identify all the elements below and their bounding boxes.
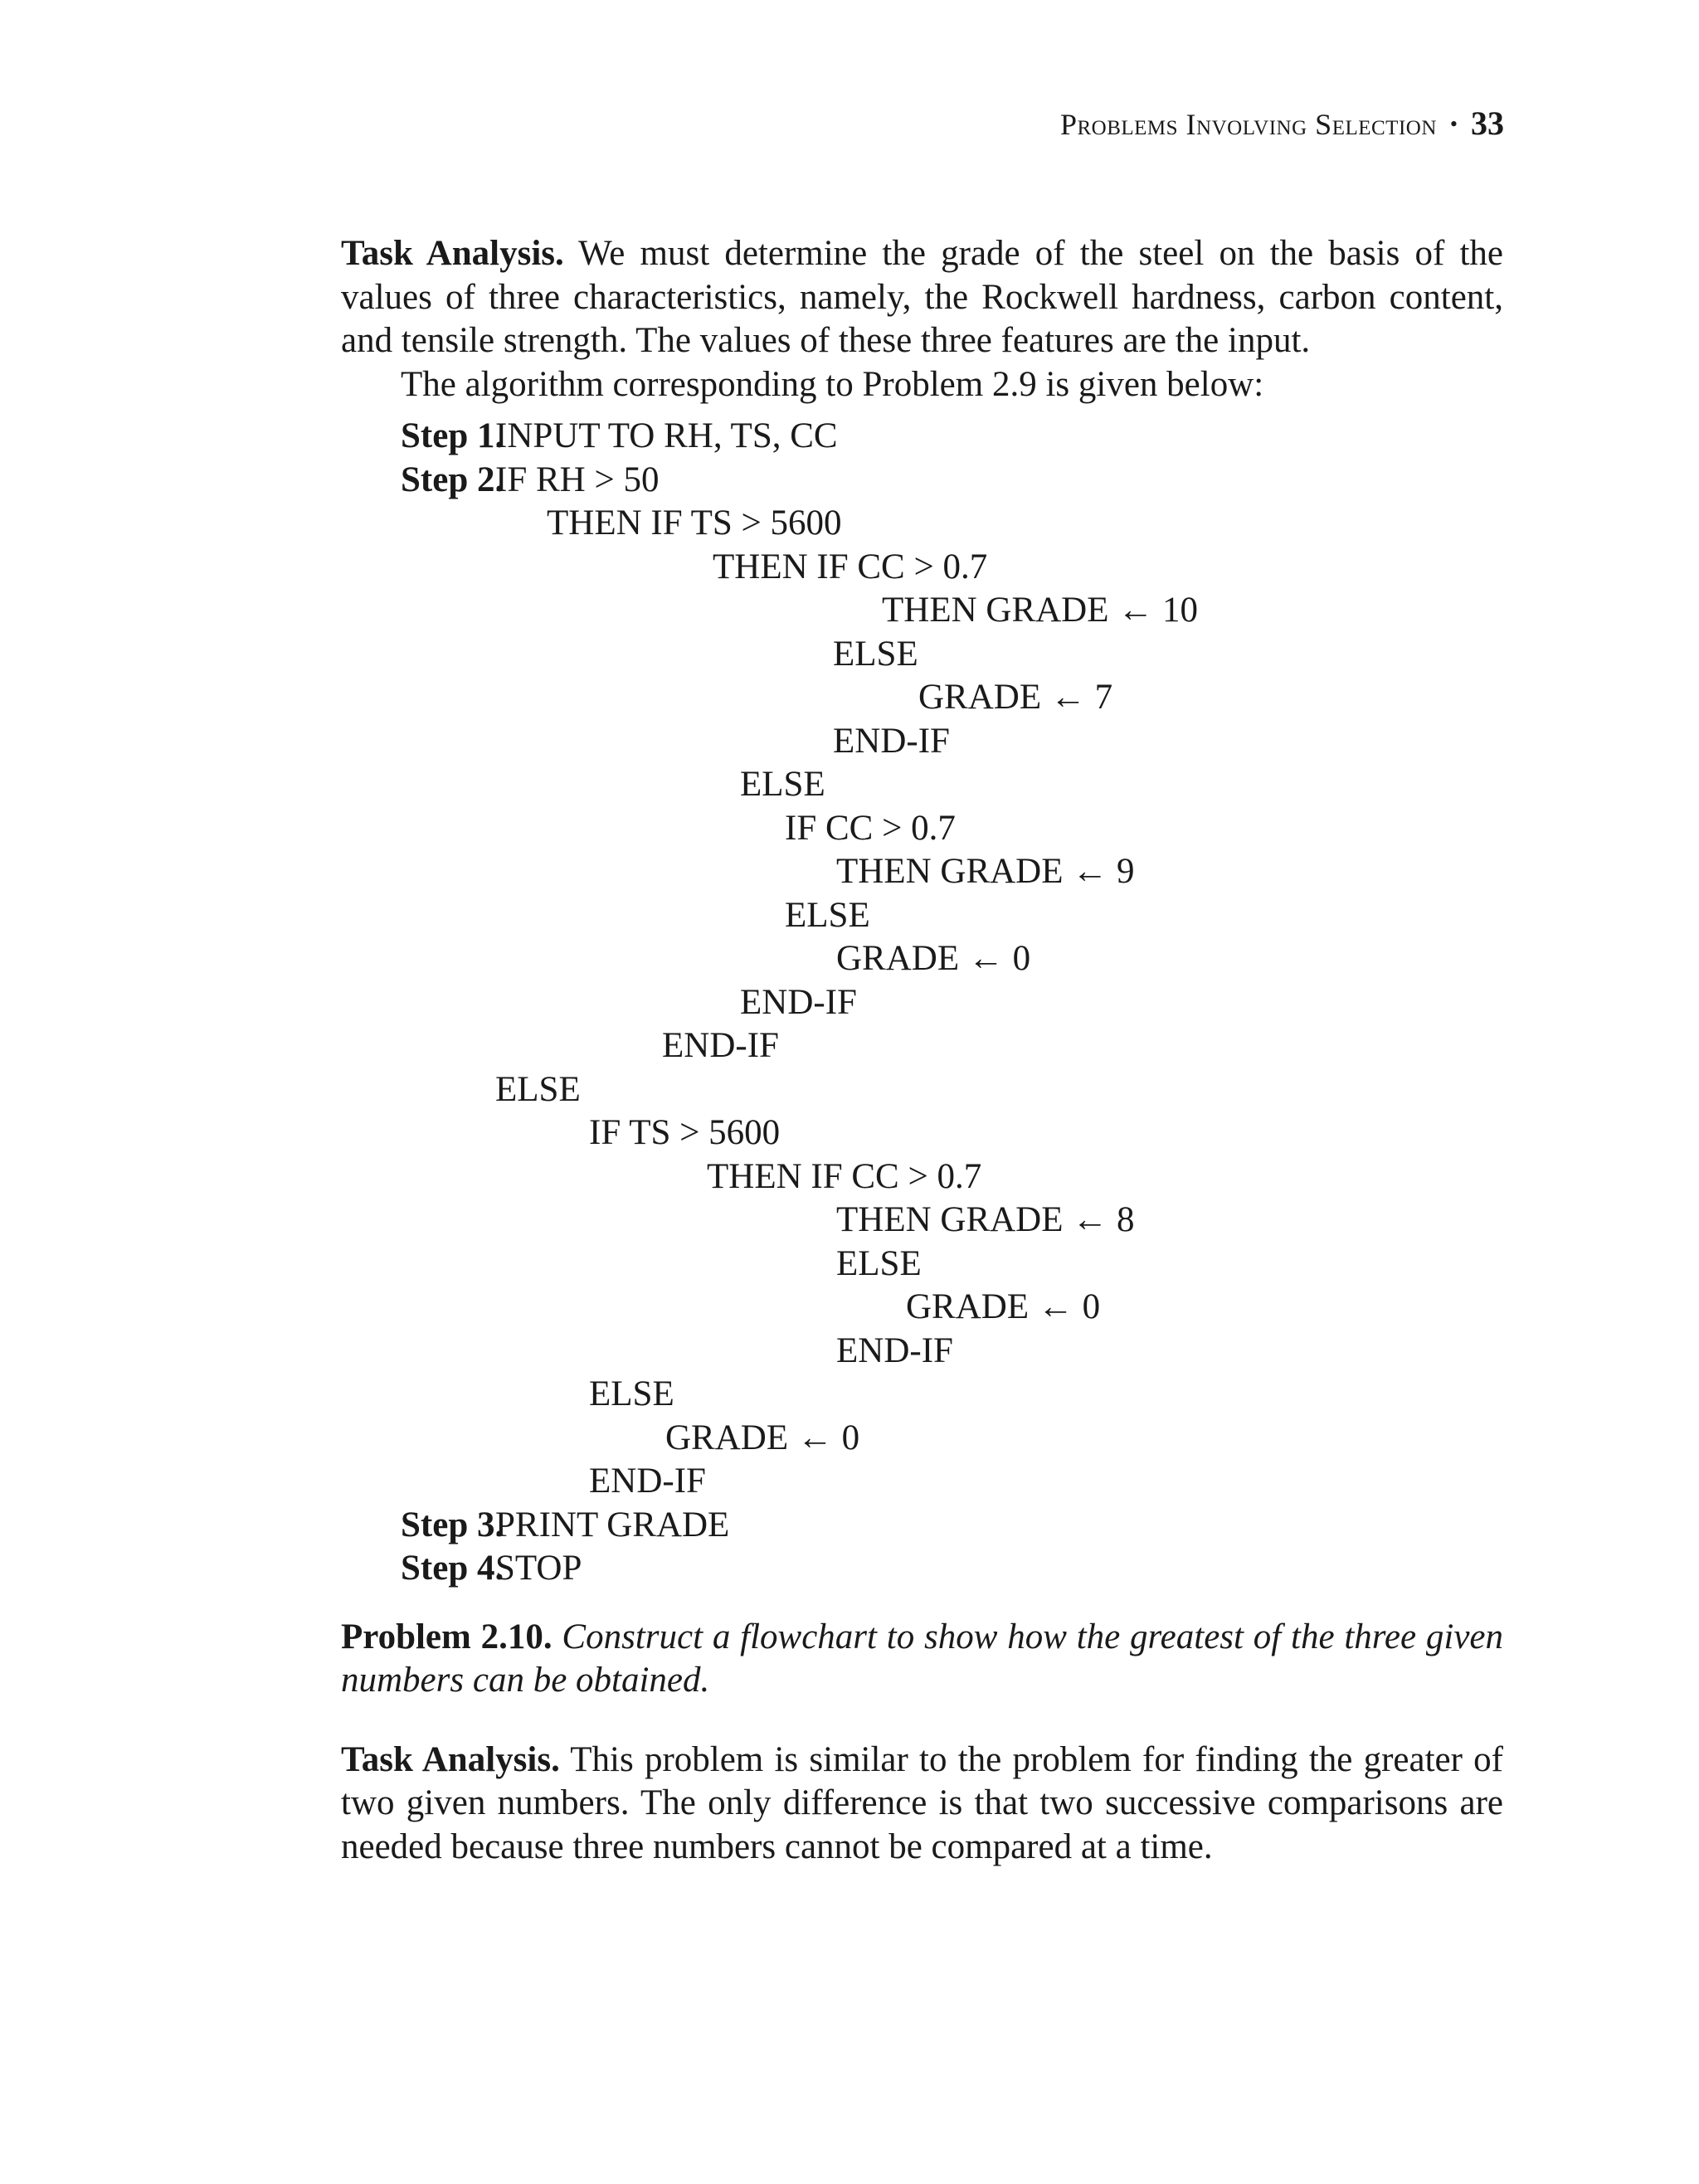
task-analysis-paragraph-2 (341, 1739, 1503, 1870)
running-title: Problems Involving Selection (1059, 108, 1437, 141)
algorithm-code: ELSE (833, 634, 918, 674)
problem-statement: Construct a flowchart to show how the greatest of the three given numbers can be obtained. (341, 1617, 1503, 1700)
problem-lead: Problem 2.10. (341, 1617, 553, 1656)
algorithm-code: IF CC > 0.7 (785, 808, 956, 848)
algorithm-line (341, 1024, 1503, 1068)
algorithm-code: END-IF (740, 982, 857, 1022)
algorithm-line (341, 807, 1503, 851)
algorithm-line (341, 502, 1503, 546)
task-analysis-lead-2: Task Analysis. (341, 1739, 560, 1779)
algorithm-listing (341, 415, 1503, 1591)
algorithm-code: INPUT TO RH, TS, CC (495, 416, 838, 455)
algorithm-code: IF RH > 50 (495, 460, 660, 499)
algorithm-code: THEN IF TS > 5600 (547, 503, 842, 542)
algorithm-code: ELSE (589, 1374, 674, 1413)
algorithm-code: ELSE (495, 1069, 581, 1109)
algorithm-code: ELSE (740, 765, 825, 804)
page-body (341, 232, 1503, 1904)
algorithm-line (341, 415, 1503, 459)
page-number: 33 (1471, 105, 1504, 142)
algorithm-code: THEN IF CC > 0.7 (713, 547, 988, 586)
task-analysis-lead: Task Analysis. (341, 234, 564, 273)
algorithm-line (341, 459, 1503, 503)
step-label: Step 1. (401, 416, 504, 455)
algorithm-line (341, 763, 1503, 807)
header-bullet: • (1449, 112, 1458, 136)
algorithm-line (341, 1199, 1503, 1243)
task-analysis-text-2: This problem is similar to the problem for finding the greater of two given numbers. The only difference is that two successive comparisons are needed because three numbers cannot be compared at a time. (341, 1739, 1503, 1866)
algorithm-line (341, 589, 1503, 633)
algorithm-code: ELSE (836, 1243, 922, 1283)
algorithm-code: END-IF (833, 721, 950, 761)
algorithm-line (341, 1417, 1503, 1461)
algorithm-line (341, 633, 1503, 677)
algorithm-line (341, 1504, 1503, 1548)
problem-2-10 (341, 1616, 1503, 1703)
algorithm-line (341, 1460, 1503, 1504)
algorithm-code: THEN GRADE ← 8 (836, 1200, 1135, 1239)
algorithm-line (341, 676, 1503, 720)
algorithm-line (341, 1068, 1503, 1112)
task-analysis-text: We must determine the grade of the steel on the basis of the values of three characteristics, namely, the Rockwell hardness, carbon content, and tensile strength. The values of these three features are the input. (341, 234, 1503, 360)
algorithm-line (341, 720, 1503, 764)
algorithm-line (341, 981, 1503, 1025)
algorithm-line (341, 1111, 1503, 1155)
algorithm-line (341, 1373, 1503, 1417)
algorithm-code: THEN GRADE ← 9 (836, 852, 1135, 891)
algorithm-code: GRADE ← 7 (918, 678, 1113, 717)
algorithm-code: THEN IF CC > 0.7 (707, 1156, 982, 1196)
algorithm-line (341, 937, 1503, 981)
algorithm-line (341, 1243, 1503, 1287)
algorithm-code: PRINT GRADE (495, 1505, 730, 1544)
algorithm-line (341, 546, 1503, 590)
algorithm-intro: The algorithm corresponding to Problem 2.9 is given below: (401, 364, 1264, 404)
algorithm-line (341, 1286, 1503, 1330)
step-label: Step 3. (401, 1505, 504, 1544)
algorithm-code: GRADE ← 0 (906, 1287, 1101, 1326)
step-label: Step 2. (401, 460, 504, 499)
algorithm-code: THEN GRADE ← 10 (882, 591, 1198, 630)
algorithm-line (341, 894, 1503, 938)
algorithm-code: IF TS > 5600 (589, 1113, 781, 1152)
algorithm-line (341, 850, 1503, 894)
running-header (1060, 104, 1504, 143)
algorithm-code: END-IF (589, 1462, 706, 1501)
task-analysis-paragraph-1 (341, 232, 1503, 363)
algorithm-code: GRADE ← 0 (665, 1418, 860, 1457)
algorithm-code: ELSE (785, 895, 870, 935)
algorithm-code: END-IF (662, 1026, 779, 1065)
algorithm-code: STOP (495, 1549, 582, 1588)
step-label: Step 4. (401, 1549, 504, 1588)
algorithm-code: END-IF (836, 1330, 953, 1370)
algorithm-code: GRADE ← 0 (836, 939, 1031, 978)
algorithm-line (341, 1330, 1503, 1374)
algorithm-line (341, 1547, 1503, 1591)
algorithm-line (341, 1155, 1503, 1199)
